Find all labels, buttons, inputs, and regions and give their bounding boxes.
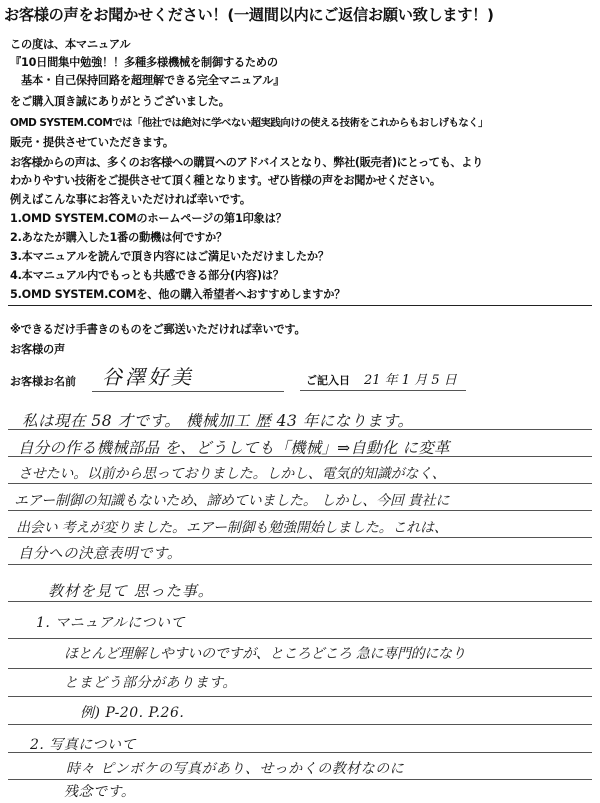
customer-name-label: お客様お名前 [10, 375, 76, 388]
divider-line [8, 305, 592, 306]
intro-voice-2: わかりやすい技術をご提供させて頂く種となります。ぜひ皆様の声をお聞かせください。 [10, 174, 441, 187]
ruled-line [8, 779, 592, 780]
ruled-line [8, 724, 592, 725]
intro-sales: 販売・提供させていただきます。 [10, 136, 174, 149]
handwritten-line-8: 1. マニュアルについて [36, 615, 185, 631]
page-title: お客様の声をお聞かせください！(一週間以内にご返信お願い致します！) [4, 6, 494, 24]
ruled-line [8, 638, 592, 639]
handwritten-line-11: 例) P-20. P.26. [80, 705, 185, 721]
handwritten-line-12: 2. 写真について [30, 737, 137, 753]
ruled-line [8, 668, 592, 669]
handwritten-line-3: させたい。以前から思っておりました。しかし、電気的知識がなく、 [18, 466, 446, 482]
question-4: 4.本マニュアル内でもっとも共感できる部分(内容)は？ [10, 269, 284, 282]
customer-name-value: 谷澤好美 [102, 365, 194, 389]
handwritten-line-13: 時々 ピンボケの写真があり、せっかくの教材なのに [66, 761, 405, 777]
date-underline [300, 390, 466, 391]
entry-date-value: 21 年 1 月 5 日 [364, 373, 457, 388]
intro-voice-1: お客様からの声は、多くのお客様への購買へのアドバイスとなり、弊社(販売者)にとっても、より [10, 156, 483, 169]
handwritten-line-1: 私は現在 58 才です。 機械加工 歴 43 年になります。 [22, 412, 414, 430]
question-5: 5.OMD SYSTEM.COMを、他の購入希望者へおすすめしますか？ [10, 288, 346, 301]
question-2: 2.あなたが購入した1番の動機は何ですか？ [10, 231, 227, 244]
intro-manual-title-1: 『10日間集中勉強！！多種多様機械を制御するための [10, 56, 278, 69]
handwritten-line-14: 残念です。 [64, 784, 136, 800]
handwritten-line-2: 自分の作る機械部品 を、どうしても「機械」⇒自動化 に変革 [18, 439, 450, 457]
ruled-line [8, 537, 592, 538]
handwritten-line-7: 教材を見て 思った事。 [48, 582, 214, 600]
handwritten-line-10: とまどう部分があります。 [64, 675, 237, 691]
handwritten-line-4: エアー制御の知識もないため、諦めていました。 しかし、今回 貴社に [14, 493, 450, 509]
intro-line-1: この度は、本マニュアル [10, 38, 131, 51]
intro-company-statement: OMD SYSTEM.COMでは「他社では絶対に学べない超実践向けの使える技術をこれからもおしげもなく」 [10, 117, 489, 129]
handwritten-request-note: ※できるだけ手書きのものをご郵送いただければ幸いです。 [10, 323, 306, 336]
entry-date-label: ご記入日 [306, 374, 350, 387]
intro-example: 例えばこんな事にお答えいただければ幸いです。 [10, 193, 251, 206]
handwritten-line-9: ほとんど理解しやすいのですが、ところどころ 急に専門的になり [64, 646, 466, 662]
handwritten-line-5: 出会い 考えが変りました。エアー制御も勉強開始しました。これは、 [16, 520, 448, 536]
customer-voice-label: お客様の声 [10, 343, 65, 356]
ruled-line [8, 483, 592, 484]
question-3: 3.本マニュアルを読んで頂き内容にはご満足いただけましたか？ [10, 250, 329, 263]
ruled-line [8, 510, 592, 511]
ruled-line [8, 601, 592, 602]
question-1: 1.OMD SYSTEM.COMのホームページの第1印象は？ [10, 212, 287, 225]
intro-manual-title-2: 基本・自己保持回路を超理解できる完全マニュアル』 [10, 74, 285, 87]
name-underline [92, 391, 284, 392]
ruled-line [8, 696, 592, 697]
handwritten-line-6: 自分への決意表明です。 [18, 546, 182, 562]
ruled-line [8, 564, 592, 565]
intro-thanks: をご購入頂き誠にありがとうございました。 [10, 95, 230, 108]
